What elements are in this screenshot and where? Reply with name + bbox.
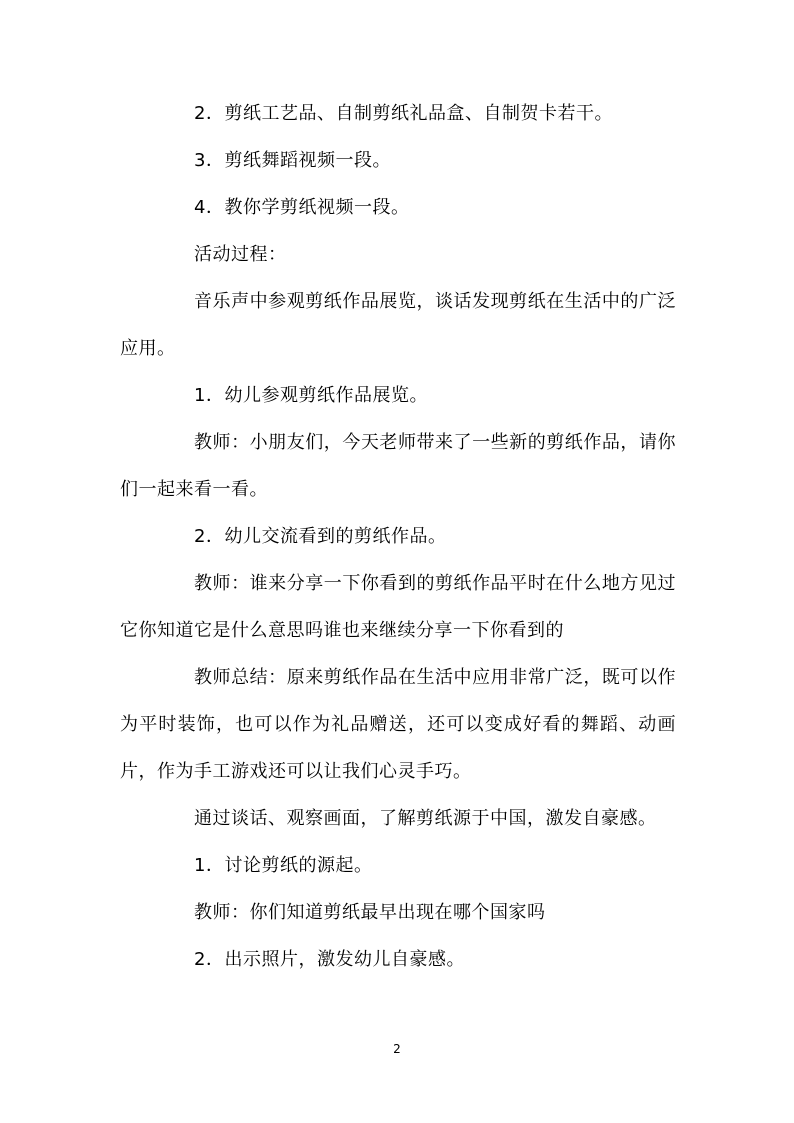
paragraph-materials-3: 3．剪纸舞蹈视频一段。: [194, 150, 391, 171]
document-body: [120, 90, 676, 983]
paragraph-materials-4: 4．教你学剪纸视频一段。: [194, 197, 410, 218]
paragraph-step-one-1: 1．幼儿参观剪纸作品展览。: [194, 385, 428, 406]
paragraph-teacher-summary: 教师总结：原来剪纸作品在生活中应用非常广泛，既可以作为平时装饰，也可以作为礼品赠送，还可以变成好看的舞蹈、动画片，作为手工游戏还可以让我们心灵手巧。: [120, 667, 676, 782]
page-number: 2: [393, 1042, 401, 1056]
paragraph-step-one-intro: 音乐声中参观剪纸作品展览，谈话发现剪纸在生活中的广泛应用。: [120, 291, 676, 359]
paragraph-step-two-intro: 通过谈话、观察画面，了解剪纸源于中国，激发自豪感。: [194, 808, 657, 829]
paragraph-activity-heading: 活动过程：: [194, 244, 287, 265]
paragraph-step-one-2: 2．幼儿交流看到的剪纸作品。: [194, 526, 447, 547]
paragraph-step-two-2: 2．出示照片，激发幼儿自豪感。: [194, 949, 465, 970]
paragraph-materials-2: 2．剪纸工艺品、自制剪纸礼品盒、自制贺卡若干。: [194, 103, 613, 124]
paragraph-teacher-intro: 教师：小朋友们，今天老师带来了一些新的剪纸作品，请你们一起来看一看。: [120, 432, 676, 500]
paragraph-step-two-1: 1．讨论剪纸的源起。: [194, 855, 373, 876]
paragraph-teacher-share: 教师：谁来分享一下你看到的剪纸作品平时在什么地方见过它你知道它是什么意思吗谁也来继续分享一下你看到的: [120, 573, 676, 641]
paragraph-teacher-question: 教师：你们知道剪纸最早出现在哪个国家吗: [194, 902, 546, 923]
